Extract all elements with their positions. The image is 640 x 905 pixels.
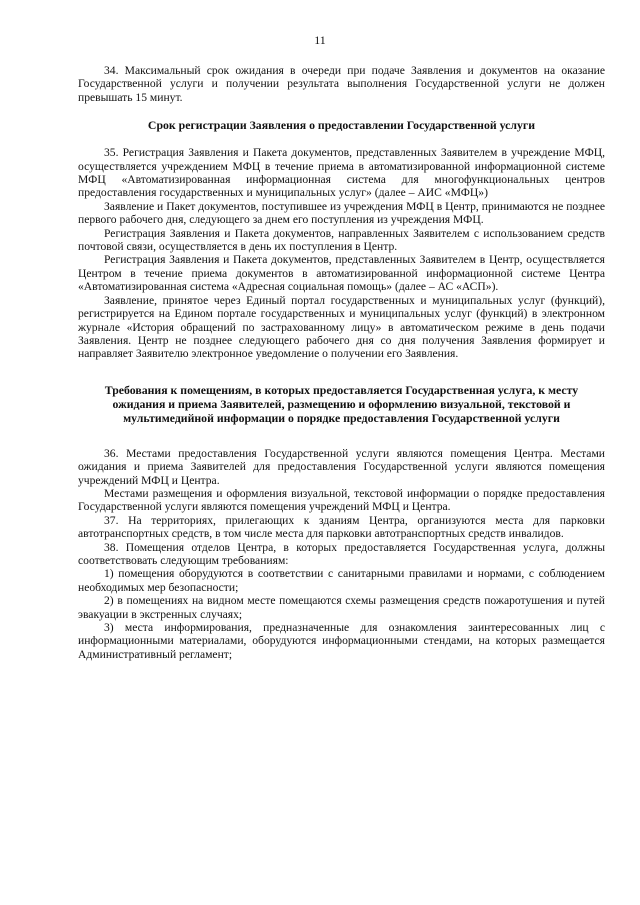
document-body <box>78 64 605 661</box>
paragraph-38: 38. Помещения отделов Центра, в которых предоставляется Государственная услуга, должны соответствовать следующим требованиям: <box>78 540 605 567</box>
list-item-3: 3) места информирования, предназначенные для ознакомления заинтересованных лиц с информационными материалами, оборудуются информационными стендами, на которых размещается Административный регламент; <box>78 621 605 661</box>
section-heading-registration-term: Срок регистрации Заявления о предоставлении Государственной услуги <box>147 118 536 133</box>
section-heading-premises-requirements: Требования к помещениям, в которых предоставляется Государственная услуга, к месту ожидания и приема Заявителей, размещению и оформлению визуальной, текстовой и мультимедийной информации о порядке предоставления Государственной услуги <box>104 382 579 425</box>
paragraph-37: 37. На территориях, прилегающих к зданиям Центра, организуются места для парковки автотранспортных средств, в том числе места для парковки автотранспортных средств инвалидов. <box>78 513 605 541</box>
list-item-1: 1) помещения оборудуются в соответствии с санитарными правилами и нормами, с соблюдением необходимых мер безопасности; <box>78 567 605 594</box>
paragraph-35-receipt: Заявление и Пакет документов, поступившее из учреждения МФЦ в Центр, принимаются не позднее первого рабочего дня, следующего за днем его поступления из учреждения МФЦ. <box>78 199 605 227</box>
paragraph-34: 34. Максимальный срок ожидания в очереди при подаче Заявления и документов на оказание Государственной услуги и получении результата выполнения Государственной услуги не должен превышать 15 минут. <box>78 64 605 104</box>
paragraph-36-info: Местами размещения и оформления визуальной, текстовой информации о порядке предоставления Государственной услуги являются помещения учреждений МФЦ и Центра. <box>78 486 605 514</box>
page-number: 11 <box>314 33 326 47</box>
paragraph-35-portal: Заявление, принятое через Единый портал государственных и муниципальных услуг (функций), регистрируется на Едином портале государственных и муниципальных услуг (функций) в электронном журнале «История обращений по застрахованному лицу» в автоматическом режиме в день подачи Заявления. Центр не позднее следующего рабочего дня со дня получения Заявления формирует и направляет Заявителю электронное уведомление о получении его Заявления. <box>78 293 605 361</box>
paragraph-35-postal: Регистрация Заявления и Пакета документов, направленных Заявителем с использованием средств почтовой связи, осуществляется в день их поступления в Центр. <box>78 226 605 254</box>
paragraph-35: 35. Регистрация Заявления и Пакета документов, представленных Заявителем в учреждение МФЦ, осуществляется учреждением МФЦ в течение приема в автоматизированной информационной системе МФЦ «Автоматизированная информационная система для многофункциональных центров предоставления государственных и муниципальных услуг» (далее – АИС «МФЦ») <box>78 146 605 200</box>
list-item-2: 2) в помещениях на видном месте помещаются схемы размещения средств пожаротушения и путей эвакуации в экстренных случаях; <box>78 594 605 621</box>
paragraph-35-center: Регистрация Заявления и Пакета документов, представленных Заявителем в Центр, осуществляется Центром в течение приема документов в автоматизированной информационной системе Центра «Автоматизированная система «Адресная социальная помощь» (далее – АС «АСП»). <box>78 253 605 294</box>
paragraph-36: 36. Местами предоставления Государственной услуги являются помещения Центра. Местами ожидания и приема Заявителей для предоставления Государственной услуги являются помещения учреждений МФЦ и Центра. <box>78 446 605 487</box>
